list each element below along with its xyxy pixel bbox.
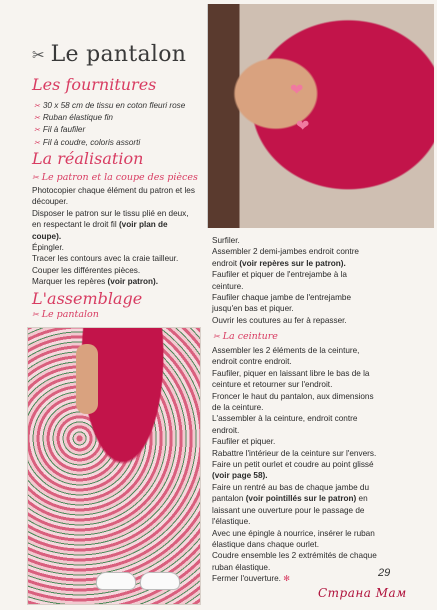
text-run: Épingler. — [32, 243, 64, 253]
bold-reference: (voir plan de — [118, 220, 168, 230]
text-line — [212, 413, 377, 424]
text-line — [32, 208, 195, 219]
text-line — [212, 281, 359, 292]
bold-reference: (voir page 58). — [212, 471, 268, 481]
text-run: Rabattre l'intérieur de la ceinture sur l'envers. — [212, 448, 377, 458]
text-line — [212, 470, 377, 481]
doll-arm — [76, 344, 98, 414]
text-line — [32, 196, 195, 207]
scissors-needle-icon: ✂ — [32, 46, 45, 64]
text-line — [212, 573, 377, 584]
text-run: Faufiler, piquer en laissant libre le bas de la — [212, 368, 370, 378]
text-line — [212, 493, 377, 504]
text-run: Faire un rentré au bas de chaque jambe du — [212, 482, 370, 492]
text-run: Faire un petit ourlet et coudre au point glissé — [212, 460, 374, 470]
text-run: Couper les différentes pièces. — [32, 265, 141, 275]
supply-item: ✂ Fil à faufiler — [34, 124, 185, 136]
text-run: en respectant le droit fil — [32, 220, 119, 230]
text-run: Coudre ensemble les 2 extrémités de chaque — [212, 551, 377, 561]
text-line — [212, 235, 359, 246]
heart-button-icon: ❤ — [290, 82, 304, 99]
text-run: Tracer les contours avec la craie tailleur. — [32, 254, 179, 264]
text-line — [212, 391, 377, 402]
text-run: de la ceinture. — [212, 403, 264, 413]
text-line — [212, 258, 359, 269]
text-run: ruban élastique. — [212, 562, 271, 572]
text-line — [212, 402, 377, 413]
text-line — [212, 368, 377, 379]
text-line — [212, 562, 377, 573]
text-line — [212, 425, 377, 436]
scissors-icon: ✂ — [213, 332, 220, 341]
end-mark: ✻ — [283, 574, 291, 584]
text-line — [32, 265, 195, 276]
text-run: Disposer le patron sur le tissu plié en deux, — [32, 208, 189, 218]
text-line — [212, 482, 377, 493]
text-run: laissant une ouverture pour le passage de — [212, 505, 365, 515]
doll-shoe — [96, 572, 136, 590]
text-line — [212, 379, 377, 390]
supplies-list — [34, 100, 185, 149]
section-heading-assemblage: L'assemblage — [32, 289, 143, 308]
text-run: jusqu'en bas et piquer. — [212, 304, 294, 314]
text-line — [32, 242, 195, 253]
bold-reference: coupe). — [32, 231, 62, 241]
doll-shoe — [140, 572, 180, 590]
text-run: endroit contre endroit. — [212, 357, 292, 367]
text-line — [212, 269, 359, 280]
text-line — [212, 356, 377, 367]
text-run: ceinture. — [212, 281, 244, 291]
text-line — [212, 528, 377, 539]
text-line — [212, 303, 359, 314]
subheading-pantalon: ✂ Le pantalon — [32, 309, 99, 320]
text-line — [212, 550, 377, 561]
bold-reference: (voir pointillés sur le patron) — [245, 494, 357, 504]
text-run: découper. — [32, 197, 68, 207]
subheading-ceinture: ✂ La ceinture — [213, 331, 278, 342]
text-run: pantalon — [212, 494, 246, 504]
scissors-icon: ✂ — [32, 173, 39, 182]
text-run: L'assembler à la ceinture, endroit contre — [212, 414, 358, 424]
text-run: élastique dans chaque ourlet. — [212, 539, 319, 549]
text-run: Marquer les repères — [32, 277, 108, 287]
ceinture-text — [212, 345, 377, 585]
page-title: ✂ Le pantalon — [32, 42, 187, 67]
text-run: Faufiler chaque jambe de l'entrejambe — [212, 293, 352, 303]
text-line — [32, 219, 195, 230]
subheading-patron: ✂ Le patron et la coupe des pièces — [32, 172, 198, 183]
section-heading-fournitures: Les fournitures — [32, 75, 157, 94]
text-line — [212, 345, 377, 356]
heart-button-icon: ❤ — [296, 118, 310, 135]
text-line — [212, 246, 359, 257]
text-line — [212, 315, 359, 326]
text-run: Assembler 2 demi-jambes endroit contre — [212, 247, 359, 257]
text-line — [32, 253, 195, 264]
supply-item: ✂ Fil à coudre, coloris assorti — [34, 137, 185, 149]
text-run: Assembler les 2 éléments de la ceinture, — [212, 346, 360, 355]
section-heading-realisation: La réalisation — [32, 149, 144, 168]
doll-photo-top — [207, 4, 434, 228]
text-line — [212, 436, 377, 447]
text-run: Surfiler. — [212, 236, 240, 245]
text-run: l'élastique. — [212, 517, 251, 527]
page-number: 29 — [378, 567, 391, 579]
text-line — [212, 505, 377, 516]
text-run: Froncer le haut du pantalon, aux dimensions — [212, 391, 374, 401]
text-run: Avec une épingle à nourrice, insérer le ruban — [212, 528, 375, 538]
text-run: Photocopier chaque élément du patron et les — [32, 186, 195, 195]
scissors-icon: ✂ — [32, 310, 39, 319]
text-line — [212, 539, 377, 550]
text-line — [32, 276, 195, 287]
text-run: en — [356, 494, 368, 504]
bold-reference: (voir repères sur le patron). — [239, 258, 346, 268]
text-line — [212, 516, 377, 527]
supply-item: ✂ 30 x 58 cm de tissu en coton fleuri rose — [34, 100, 185, 112]
text-line — [32, 185, 195, 196]
text-line — [212, 459, 377, 470]
text-run: Faufiler et piquer. — [212, 437, 276, 447]
text-run: endroit. — [212, 425, 240, 435]
text-line — [32, 231, 195, 242]
text-run: endroit — [212, 258, 240, 268]
text-line — [212, 448, 377, 459]
text-line — [212, 292, 359, 303]
supply-item: ✂ Ruban élastique fin — [34, 112, 185, 124]
watermark: Страна Мам — [318, 586, 407, 600]
assemblage-text — [212, 235, 359, 326]
doll-photo-bottom — [27, 327, 201, 605]
text-run: ceinture et retourner sur l'endroit. — [212, 380, 333, 390]
bold-reference: (voir patron). — [107, 277, 159, 287]
text-run: Fermer l'ouverture. — [212, 574, 284, 584]
text-run: Ouvrir les coutures au fer à repasser. — [212, 315, 347, 325]
text-run: Faufiler et piquer de l'entrejambe à la — [212, 270, 347, 280]
realisation-text — [32, 185, 195, 288]
